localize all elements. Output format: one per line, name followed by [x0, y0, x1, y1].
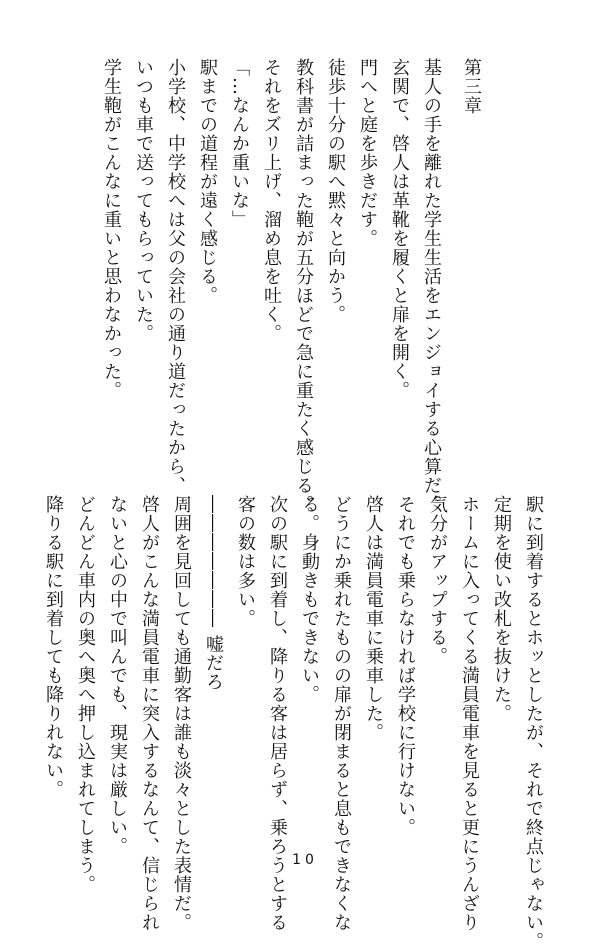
text-line: 駅までの道程が遠く感じる。: [197, 58, 218, 305]
chapter-title: 第三章: [461, 58, 482, 115]
text-line: 門へと庭を歩きだす。: [357, 58, 378, 248]
text-line: ないと心の中で叫んでも、現実は厳しい。: [107, 495, 128, 856]
text-line: 啓人がこんな満員電車に突入するなんて、信じられ: [139, 495, 160, 932]
text-line: 基人の手を離れた学生生活をエンジョイする心算だ。: [421, 58, 442, 514]
text-line: 駅に到着するとホッとしたが、それで終点じゃない。: [523, 495, 544, 951]
text-line: いつも車で送ってもらっていた。: [133, 58, 154, 343]
text-line: 学生鞄がこんなに重いと思わなかった。: [101, 58, 122, 400]
text-line: 「…なんか重いな」: [229, 58, 250, 229]
text-line: 次の駅に到着し、降りる客は居らず、乗ろうとする: [267, 495, 288, 932]
text-line: それでも乗らなければ学校に行けない。: [395, 495, 416, 837]
text-line: それをズリ上げ、溜め息を吐く。: [261, 58, 282, 343]
text-line: 客の数は多い。: [235, 495, 256, 628]
text-line: どうにか乗れたものの扉が閉まると息もできなくな: [331, 495, 352, 932]
text-line: 気分がアップする。: [427, 495, 448, 666]
text-line: 小学校、中学校へは父の会社の通り道だったから、: [165, 58, 186, 495]
page-number: 10: [292, 852, 318, 868]
text-line: 周囲を見回しても通勤客は誰も淡々とした表情だ。: [171, 495, 192, 932]
text-line: 定期を使い改札を抜けた。: [491, 495, 512, 723]
text-line: 降りる駅に到着しても降りれない。: [43, 495, 64, 799]
text-line: 徒歩十分の駅へ黙々と向かう。: [325, 58, 346, 324]
text-line: どんどん車内の奥へ奥へ押し込まれてしまう。: [75, 495, 96, 894]
text-line: ホームに入ってくる満員電車を見ると更にうんざり: [459, 495, 480, 932]
text-line: 教科書が詰まった鞄が五分ほどで急に重たく感じる。: [293, 58, 314, 514]
text-line: 玄関で、啓人は革靴を履くと扉を開く。: [389, 58, 410, 400]
text-line: る。身動きもできない。: [299, 495, 320, 704]
upper-text-block: [88, 58, 482, 514]
text-line: 啓人は満員電車に乗車した。: [363, 495, 384, 742]
thought-line: ――――――― 嘘だろ: [203, 495, 224, 692]
